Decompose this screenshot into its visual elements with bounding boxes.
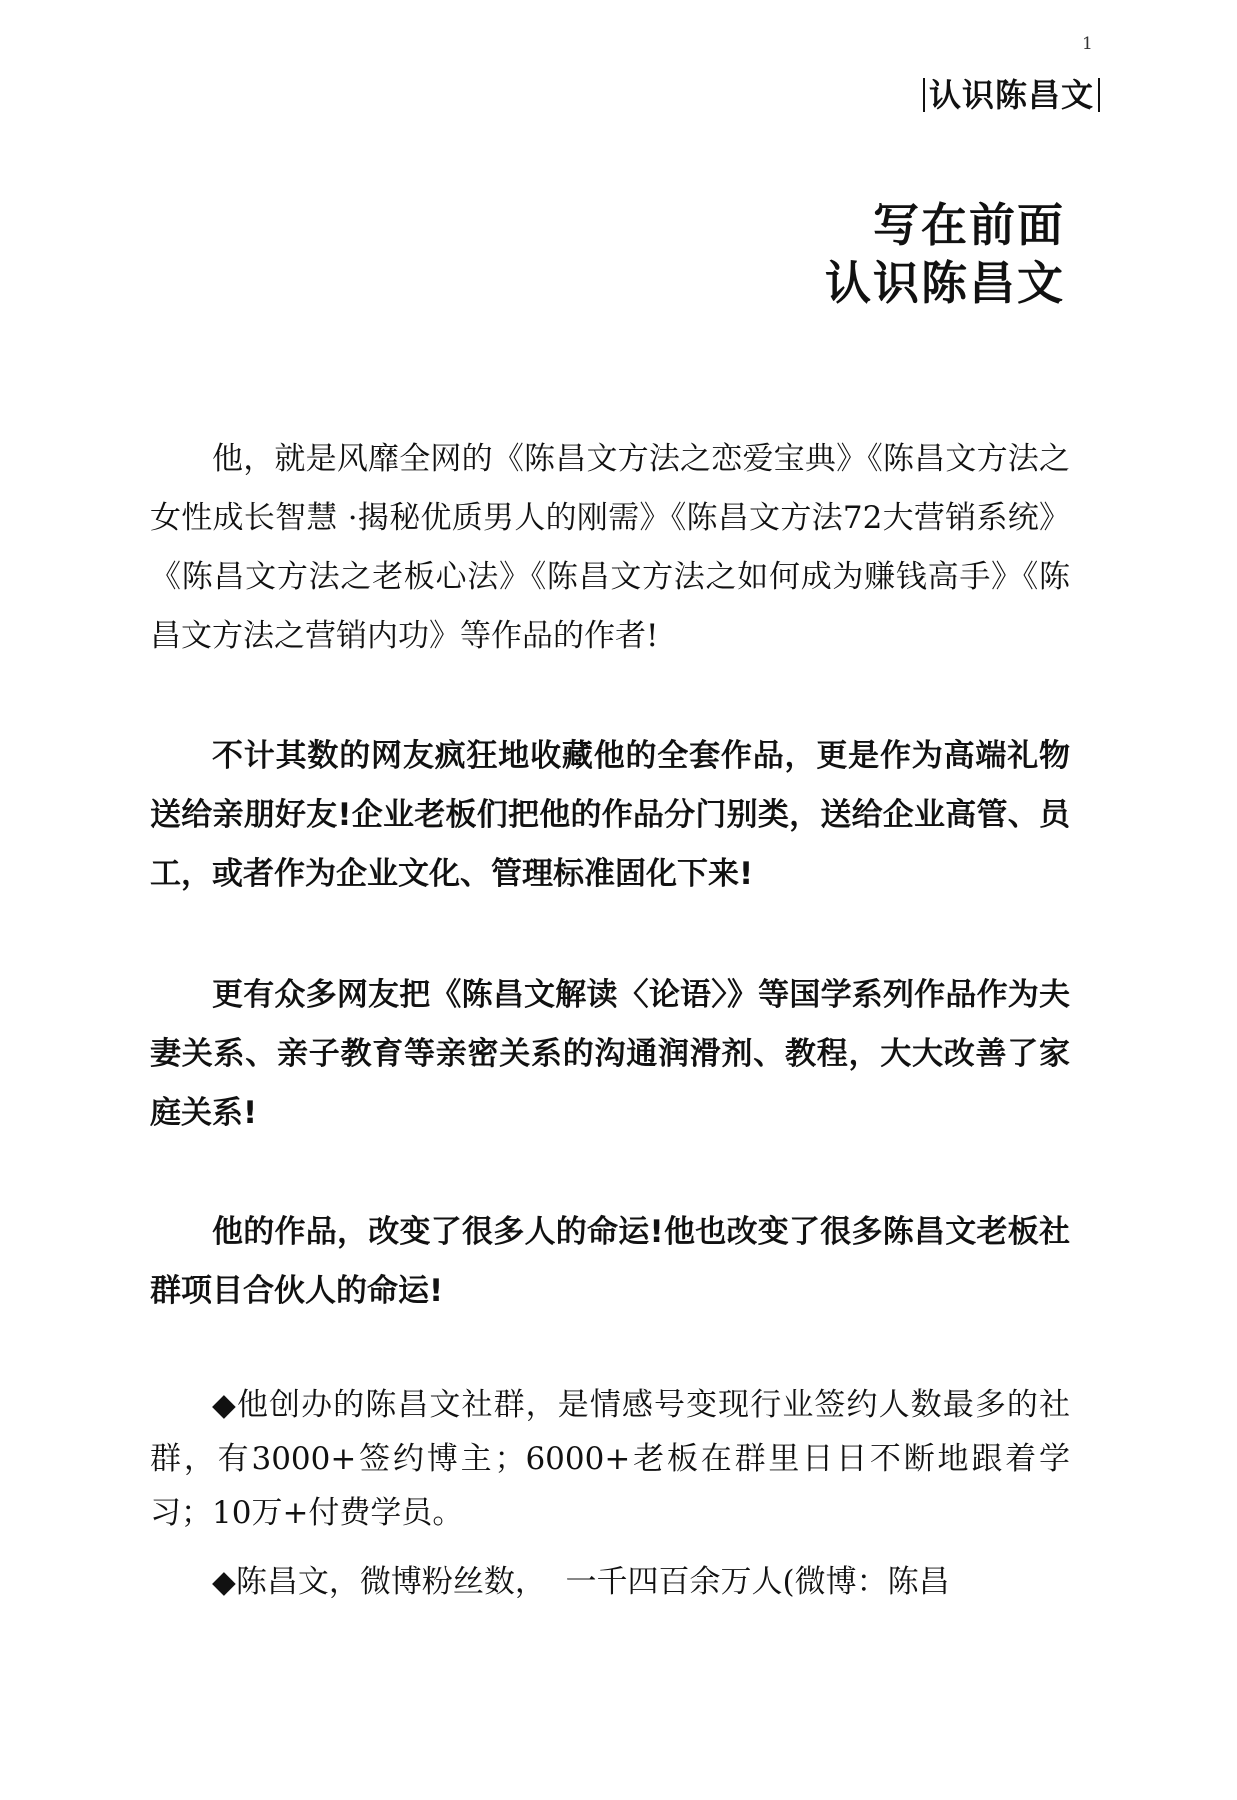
running-header-text: 认识陈昌文 bbox=[928, 76, 1094, 114]
bullet-community bbox=[150, 1378, 1070, 1540]
header-right-rule bbox=[1098, 78, 1100, 112]
paragraph-collectors: 不计其数的网友疯狂地收藏他的全套作品，更是作为高端礼物送给亲朋好友!企业老板们把他的作品分门别类，送给企业高管、员工，或者作为企业文化、管理标准固化下来! bbox=[150, 738, 1070, 892]
bullet-weibo-text: 陈昌文，微博粉丝数， 一千四百余万人(微博：陈昌 bbox=[235, 1564, 950, 1600]
page-number: 1 bbox=[1082, 34, 1093, 54]
header-left-rule bbox=[923, 78, 925, 112]
paragraph-destiny: 他的作品，改变了很多人的命运!他也改变了很多陈昌文老板社群项目合伙人的命运! bbox=[150, 1214, 1070, 1309]
diamond-bullet-icon: ◆ bbox=[212, 1564, 236, 1600]
paragraph-intro: 他，就是风靡全网的《陈昌文方法之恋爱宝典》《陈昌文方法之女性成长智慧 ·揭秘优质男人的刚需》《陈昌文方法72大营销系统》《陈昌文方法之老板心法》《陈昌文方法之如何成为赚钱高手》《陈昌文方法之营销内功》等作品的作者! bbox=[150, 441, 1070, 654]
running-header bbox=[919, 70, 1104, 116]
paragraph-guoxue: 更有众多网友把《陈昌文解读〈论语〉》等国学系列作品作为夫妻关系、亲子教育等亲密关系的沟通润滑剂、教程，大大改善了家庭关系! bbox=[150, 977, 1070, 1131]
chapter-title-line-1: 写在前面 bbox=[873, 198, 1065, 252]
chapter-title bbox=[825, 196, 1065, 312]
bullet-community-text: 他创办的陈昌文社群，是情感号变现行业签约人数最多的社群，有3000+签约博主；6000+老板在群里日日不断地跟着学习；10万+付费学员。 bbox=[150, 1387, 1071, 1531]
chapter-title-line-2: 认识陈昌文 bbox=[825, 256, 1065, 310]
diamond-bullet-icon: ◆ bbox=[212, 1387, 237, 1423]
bullet-weibo bbox=[150, 1553, 1070, 1612]
